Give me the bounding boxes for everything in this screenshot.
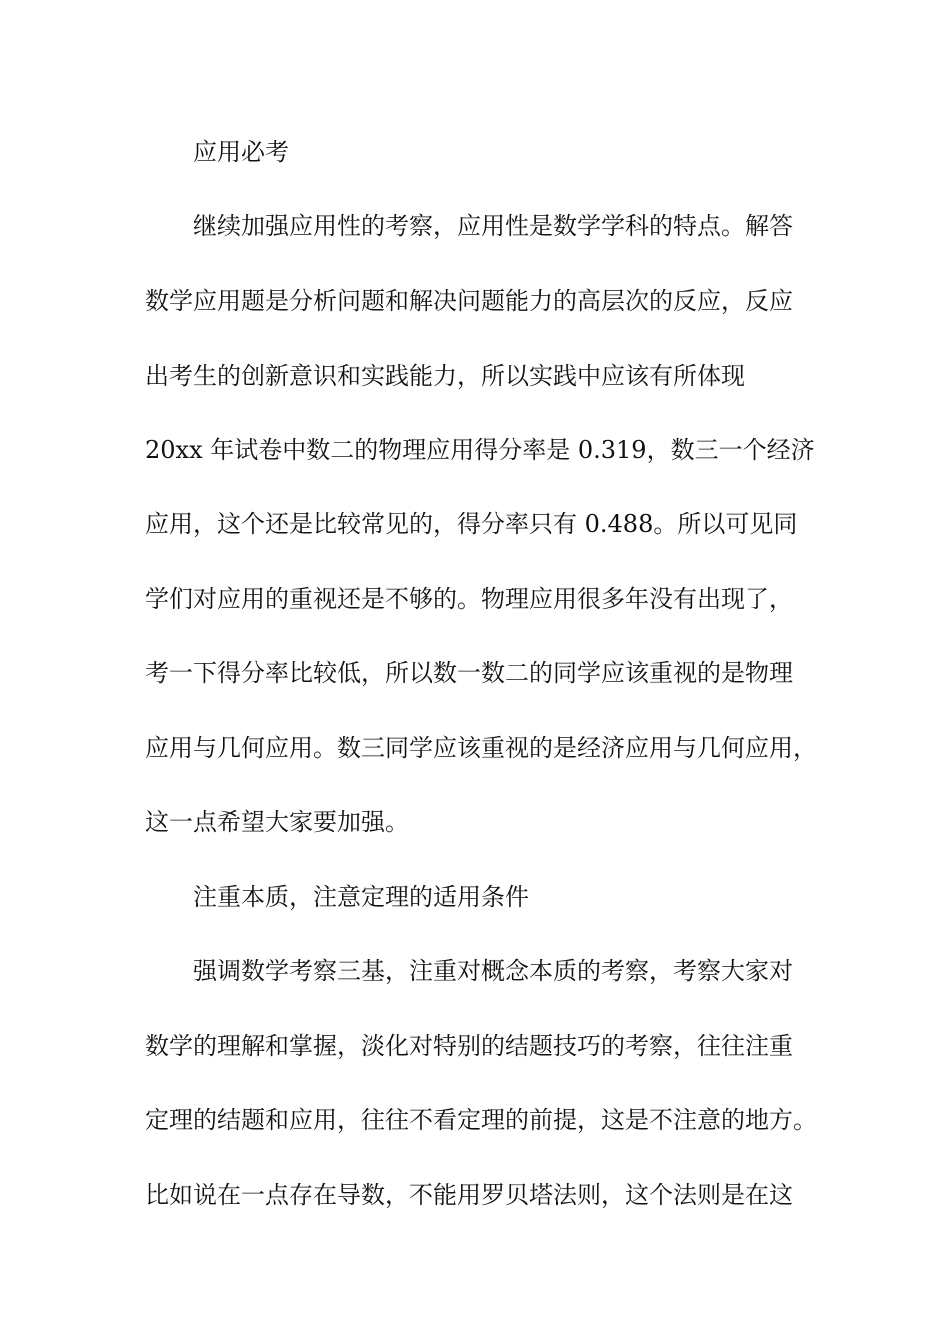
paragraph-line: 学们对应用的重视还是不够的。物理应用很多年没有出现了， — [145, 585, 793, 613]
heading-essence: 注重本质，注意定理的适用条件 — [193, 883, 529, 911]
paragraph-line: 这一点希望大家要加强。 — [145, 808, 409, 836]
paragraph-line: 继续加强应用性的考察，应用性是数学学科的特点。解答 — [193, 212, 793, 240]
paragraph-line: 定理的结题和应用，往往不看定理的前提，这是不注意的地方。 — [145, 1106, 817, 1134]
paragraph-line: 强调数学考察三基，注重对概念本质的考察，考察大家对 — [193, 957, 793, 985]
heading-application: 应用必考 — [193, 138, 289, 166]
paragraph-line: 20xx 年试卷中数二的物理应用得分率是 0.319，数三一个经济 — [145, 436, 815, 464]
paragraph-line: 比如说在一点存在导数，不能用罗贝塔法则，这个法则是在这 — [145, 1181, 793, 1209]
paragraph-line: 出考生的创新意识和实践能力，所以实践中应该有所体现 — [145, 362, 745, 390]
paragraph-line: 数学应用题是分析问题和解决问题能力的高层次的反应，反应 — [145, 287, 793, 315]
paragraph-line: 数学的理解和掌握，淡化对特别的结题技巧的考察，往往注重 — [145, 1032, 793, 1060]
paragraph-line: 考一下得分率比较低，所以数一数二的同学应该重视的是物理 — [145, 659, 793, 687]
paragraph-line: 应用与几何应用。数三同学应该重视的是经济应用与几何应用， — [145, 734, 817, 762]
paragraph-line: 应用，这个还是比较常见的，得分率只有 0.488。所以可见同 — [145, 510, 798, 538]
